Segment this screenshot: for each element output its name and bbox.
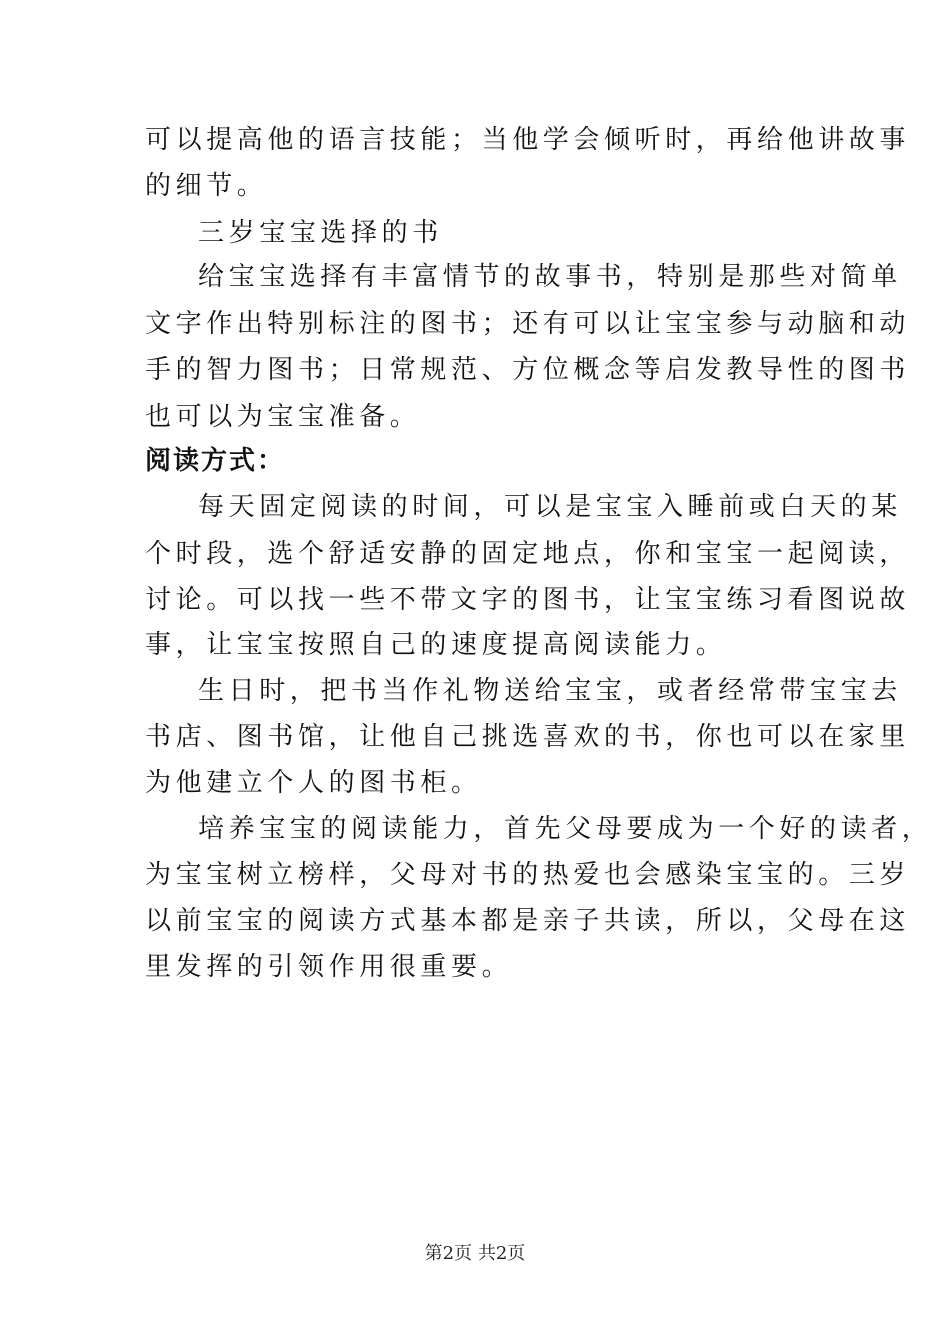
paragraph-line: 里发挥的引领作用很重要。 — [145, 952, 513, 982]
paragraph-line: 以前宝宝的阅读方式基本都是亲子共读，所以，父母在这 — [145, 906, 911, 936]
subheading-three-year-books: 三岁宝宝选择的书 — [198, 218, 443, 248]
paragraph-line: 每天固定阅读的时间，可以是宝宝入睡前或白天的某 — [198, 492, 902, 522]
paragraph-line: 可以提高他的语言技能；当他学会倾听时，再给他讲故事 — [145, 125, 911, 155]
paragraph-line: 个时段，选个舒适安静的固定地点，你和宝宝一起阅读， — [145, 539, 911, 569]
page-footer: 第2页 共2页 — [424, 1243, 526, 1264]
paragraph-line: 生日时，把书当作礼物送给宝宝，或者经常带宝宝去 — [198, 676, 902, 706]
heading-reading-method: 阅读方式： — [145, 446, 286, 476]
paragraph-line: 为宝宝树立榜样，父母对书的热爱也会感染宝宝的。三岁 — [145, 860, 911, 890]
paragraph-line: 也可以为宝宝准备。 — [145, 402, 421, 432]
paragraph-line: 手的智力图书；日常规范、方位概念等启发教导性的图书 — [145, 355, 911, 385]
paragraph-line: 培养宝宝的阅读能力，首先父母要成为一个好的读者， — [198, 814, 933, 844]
paragraph-line: 文字作出特别标注的图书；还有可以让宝宝参与动脑和动 — [145, 309, 911, 339]
paragraph-line: 为他建立个人的图书柜。 — [145, 768, 482, 798]
paragraph-line: 讨论。可以找一些不带文字的图书，让宝宝练习看图说故 — [145, 585, 911, 615]
paragraph-line: 的细节。 — [145, 171, 268, 201]
paragraph-line: 给宝宝选择有丰富情节的故事书，特别是那些对简单 — [198, 262, 902, 292]
paragraph-line: 书店、图书馆，让他自己挑选喜欢的书，你也可以在家里 — [145, 722, 911, 752]
paragraph-line: 事，让宝宝按照自己的速度提高阅读能力。 — [145, 630, 727, 660]
